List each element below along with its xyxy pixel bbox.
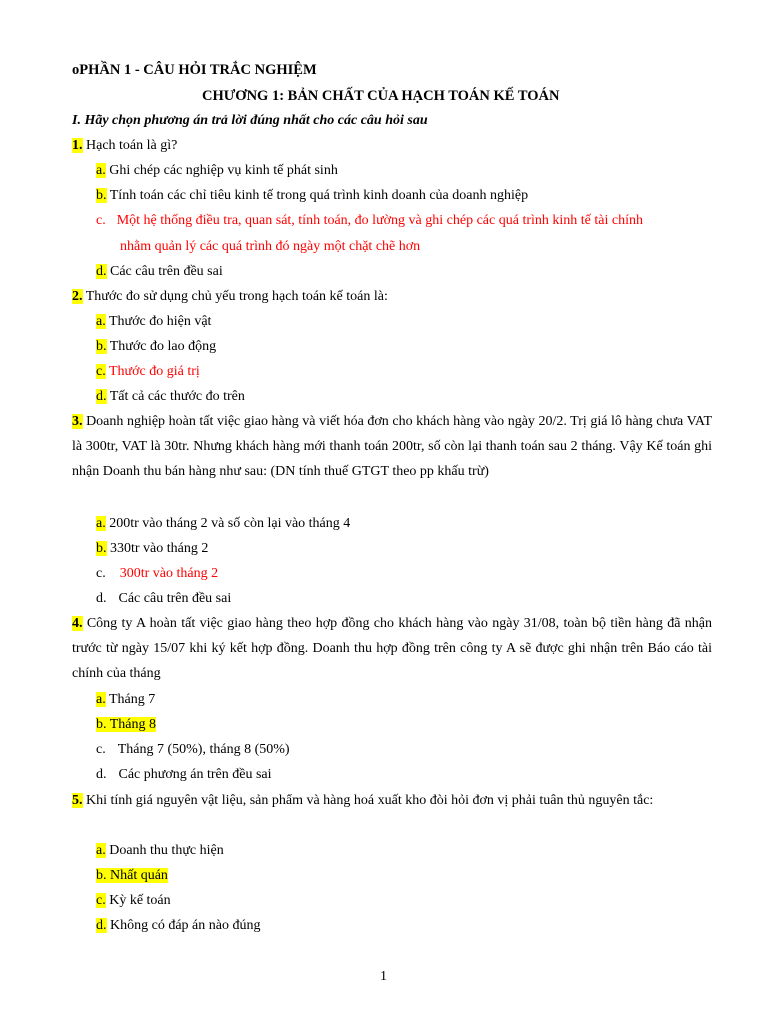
page-number: 1 <box>380 969 387 984</box>
option-4a <box>96 691 155 709</box>
option-letter: a. <box>96 692 106 707</box>
question-text: Hạch toán là gì? <box>82 138 178 153</box>
option-text: Các câu trên đều sai <box>118 591 232 606</box>
option-2d <box>96 388 245 406</box>
option-text: Các câu trên đều sai <box>106 264 223 279</box>
option-letter: a. <box>96 843 106 858</box>
option-letter: b. <box>96 188 107 203</box>
option-letter: a. <box>96 314 106 329</box>
option-5d <box>96 917 260 935</box>
option-text: Ghi chép các nghiệp vụ kinh tế phát sinh <box>105 163 338 178</box>
question-text: Công ty A hoàn tất việc giao hàng theo hợp đồng cho khách hàng vào ngày 31/08, toàn bộ tiền hàng đã nhận trước từ ngày 15/07 khi ký kết hợp đồng. Doanh thu hợp đồng trên công ty A sẽ được ghi nhận trên Báo cáo tài chính của tháng <box>72 616 712 681</box>
question-text: Doanh nghiệp hoàn tất việc giao hàng và viết hóa đơn cho khách hàng vào ngày 20/2. Trị giá lô hàng chưa VAT là 300tr, VAT là 30tr. Nhưng khách hàng mới thanh toán 200tr, số còn lại thanh toán sau 2 tháng. Vậy Kế toán ghi nhận Doanh thu bán hàng như sau: (DN tính thuế GTGT theo pp khấu trừ) <box>72 414 712 479</box>
option-1a <box>96 162 338 180</box>
option-4c <box>96 741 290 759</box>
question-number: 2. <box>72 289 83 304</box>
option-text: Doanh thu thực hiện <box>105 843 224 858</box>
option-letter: d. <box>96 264 107 279</box>
question-text: Thước đo sử dụng chủ yếu trong hạch toán kế toán là: <box>82 289 388 304</box>
question-1 <box>72 137 177 155</box>
option-4b <box>96 716 156 734</box>
option-4d <box>96 766 272 784</box>
question-number: 4. <box>72 616 83 631</box>
option-3d <box>96 590 231 608</box>
option-letter: d. <box>96 389 107 404</box>
option-text: Nhất quán <box>106 868 168 883</box>
option-letter: a. <box>96 516 106 531</box>
chapter-title: CHƯƠNG 1: BẢN CHẤT CỦA HẠCH TOÁN KẾ TOÁN <box>202 88 560 104</box>
option-5a <box>96 842 224 860</box>
option-letter: d. <box>96 767 107 782</box>
option-5b <box>96 867 168 885</box>
option-letter: d. <box>96 591 107 606</box>
option-letter: b. <box>96 717 107 732</box>
option-letter: b. <box>96 541 107 556</box>
option-3a <box>96 515 350 533</box>
option-letter: c. <box>96 742 106 757</box>
option-text: Các phương án trên đều sai <box>118 767 272 782</box>
option-text: Thước đo lao động <box>106 339 217 354</box>
option-text: Tháng 7 (50%), tháng 8 (50%) <box>117 742 290 757</box>
option-letter: d. <box>96 918 107 933</box>
question-2 <box>72 288 388 306</box>
question-number: 1. <box>72 138 83 153</box>
option-text: Tháng 8 <box>106 717 157 732</box>
question-5 <box>72 788 712 813</box>
option-3c <box>96 565 218 583</box>
option-letter: a. <box>96 163 106 178</box>
option-text: Tất cả các thước đo trên <box>106 389 245 404</box>
question-4 <box>72 611 712 686</box>
option-letter: c. <box>96 364 106 379</box>
option-letter: c. <box>96 213 106 228</box>
option-2a <box>96 313 211 331</box>
option-letter: b. <box>96 339 107 354</box>
option-1c <box>96 212 643 230</box>
option-text: Kỳ kế toán <box>105 893 171 908</box>
option-text: Một hệ thống điều tra, quan sát, tính toán, đo lường và ghi chép các quá trình kinh tế tài chính <box>116 213 643 228</box>
option-2b <box>96 338 216 356</box>
option-text: Không có đáp án nào đúng <box>106 918 261 933</box>
question-number: 5. <box>72 793 83 808</box>
option-text: 300tr vào tháng 2 <box>119 566 219 581</box>
option-3b <box>96 540 208 558</box>
option-text: Thước đo hiện vật <box>105 314 212 329</box>
option-1b <box>96 187 528 205</box>
option-text: Tính toán các chỉ tiêu kinh tế trong quá trình kinh doanh của doanh nghiệp <box>106 188 529 203</box>
option-text: Thước đo giá trị <box>105 364 200 379</box>
option-letter: c. <box>96 893 106 908</box>
question-number: 3. <box>72 414 83 429</box>
question-text: Khi tính giá nguyên vật liệu, sản phẩm và hàng hoá xuất kho đòi hỏi đơn vị phải tuân thủ nguyên tắc: <box>82 793 654 808</box>
option-letter: c. <box>96 566 106 581</box>
option-letter: b. <box>96 868 107 883</box>
option-1c-continued: nhằm quản lý các quá trình đó ngày một chặt chẽ hơn <box>120 239 421 254</box>
option-text: 330tr vào tháng 2 <box>106 541 209 556</box>
option-2c <box>96 363 200 381</box>
option-text: Tháng 7 <box>105 692 156 707</box>
option-5c <box>96 892 171 910</box>
option-1d <box>96 263 223 281</box>
question-3 <box>72 409 712 484</box>
section-instruction: I. Hãy chọn phương án trả lời đúng nhất cho các câu hỏi sau <box>72 113 428 128</box>
part-title: oPHẦN 1 - CÂU HỎI TRẮC NGHIỆM <box>72 62 317 78</box>
option-text: 200tr vào tháng 2 và số còn lại vào tháng 4 <box>105 516 351 531</box>
